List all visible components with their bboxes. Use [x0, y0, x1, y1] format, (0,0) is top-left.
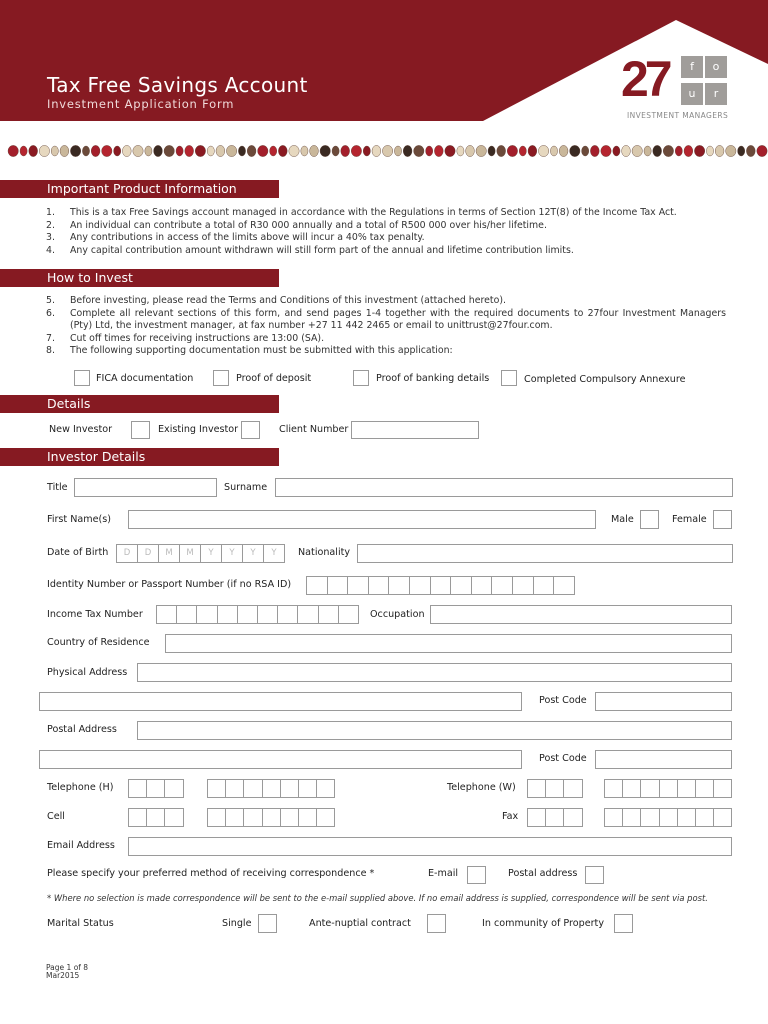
char-cell[interactable] — [258, 606, 278, 623]
telephone-work-label: Telephone (W) — [447, 782, 516, 793]
bead — [590, 145, 599, 156]
bead — [185, 145, 194, 156]
new-investor-label: New Investor — [49, 424, 113, 435]
product-info-list — [46, 207, 726, 257]
postal-address-label: Postal Address — [47, 724, 117, 735]
dob-label: Date of Birth — [47, 547, 109, 558]
fica-label: FICA documentation — [96, 373, 194, 384]
char-cell[interactable] — [431, 577, 452, 594]
list-item — [46, 232, 726, 245]
list-item — [46, 333, 726, 346]
bead — [133, 145, 143, 156]
char-cell[interactable] — [319, 606, 339, 623]
char-cell[interactable] — [244, 809, 262, 826]
list-item — [46, 345, 726, 358]
bead — [20, 146, 27, 156]
bead — [394, 146, 401, 156]
cell-label: Cell — [47, 811, 65, 822]
logo-letter-r: r — [705, 83, 727, 105]
item-number: 8. — [46, 345, 55, 357]
item-text: This is a tax Free Savings account managed in accordance with the Regulations in terms of Section 12T(8) of the Income Tax Act. — [70, 207, 677, 218]
income-tax-field[interactable] — [156, 605, 359, 624]
bead — [653, 145, 662, 156]
bead — [91, 145, 100, 156]
cell-number[interactable] — [207, 808, 335, 827]
bead — [550, 146, 557, 156]
country-label: Country of Residence — [47, 637, 150, 648]
bead — [403, 145, 412, 156]
female-label: Female — [672, 514, 707, 525]
char-cell[interactable] — [410, 577, 431, 594]
char-cell[interactable] — [534, 577, 555, 594]
logo-letter-f: f — [681, 56, 703, 78]
char-cell[interactable] — [263, 809, 281, 826]
char-cell[interactable] — [605, 780, 623, 797]
bead — [538, 145, 548, 156]
dob-cell[interactable]: M — [180, 545, 201, 562]
bead — [497, 145, 506, 156]
existing-investor-label: Existing Investor — [158, 424, 239, 435]
char-cell[interactable] — [348, 577, 369, 594]
bead — [102, 145, 112, 156]
bead — [684, 145, 693, 156]
bead — [644, 146, 651, 156]
char-cell[interactable] — [177, 606, 197, 623]
email-field[interactable] — [128, 837, 732, 856]
correspondence-label: Please specify your preferred method of receiving correspondence * — [47, 868, 375, 879]
male-checkbox[interactable] — [640, 510, 659, 529]
email-label: Email Address — [47, 840, 115, 851]
char-cell[interactable] — [157, 606, 177, 623]
bead — [176, 146, 183, 156]
char-cell[interactable] — [641, 809, 659, 826]
bead — [114, 146, 121, 156]
char-cell[interactable] — [298, 606, 318, 623]
telephone-home-code[interactable] — [128, 779, 184, 798]
telephone-work-code[interactable] — [527, 779, 583, 798]
income-tax-label: Income Tax Number — [47, 609, 143, 620]
surname-label: Surname — [224, 482, 268, 493]
bead — [270, 146, 277, 156]
char-cell[interactable] — [641, 780, 659, 797]
bead — [238, 146, 245, 156]
physical-address-line1[interactable] — [137, 663, 732, 682]
bead — [39, 145, 49, 156]
bead — [363, 146, 370, 156]
bead — [613, 146, 620, 156]
bead — [507, 145, 517, 156]
char-cell[interactable] — [369, 577, 390, 594]
bead — [663, 145, 673, 156]
bead — [278, 145, 287, 156]
bead — [82, 146, 89, 156]
bead — [207, 146, 214, 156]
bead — [601, 145, 611, 156]
char-cell[interactable] — [226, 809, 244, 826]
bead — [706, 146, 713, 156]
char-cell[interactable] — [472, 577, 493, 594]
physical-address-line2[interactable] — [39, 692, 522, 711]
telephone-work-number[interactable] — [604, 779, 732, 798]
female-checkbox[interactable] — [713, 510, 732, 529]
page-subtitle: Investment Application Form — [47, 97, 235, 111]
how-to-invest-list — [46, 295, 726, 358]
nationality-label: Nationality — [298, 547, 351, 558]
proof-of-deposit-label: Proof of deposit — [236, 373, 312, 384]
surname-field[interactable] — [275, 478, 733, 497]
char-cell[interactable] — [299, 780, 317, 797]
logo-letter-o: o — [705, 56, 727, 78]
bead — [70, 145, 80, 156]
item-text: An individual can contribute a total of R30 000 annually and a total of R500 000 over his/her lifetime. — [70, 219, 547, 231]
bead — [8, 145, 18, 156]
list-item — [46, 295, 726, 308]
title-field[interactable] — [74, 478, 217, 497]
compulsory-annexure-label: Completed Compulsory Annexure — [524, 374, 686, 385]
bead — [372, 145, 381, 156]
postal-address-line1[interactable] — [137, 721, 732, 740]
antenuptial-checkbox[interactable] — [427, 914, 446, 933]
occupation-field[interactable] — [430, 605, 732, 624]
logo-letter-u: u — [681, 83, 703, 105]
item-number: 7. — [46, 332, 55, 344]
bead — [632, 145, 642, 156]
bead — [258, 145, 268, 156]
section-product-info: Important Product Information — [0, 180, 279, 198]
physical-post-code-field[interactable] — [595, 692, 732, 711]
bead — [570, 145, 580, 156]
first-names-label: First Name(s) — [47, 514, 112, 525]
decorative-bead-strip — [0, 143, 768, 159]
char-cell[interactable] — [129, 780, 147, 797]
bead — [341, 145, 350, 156]
client-number-field[interactable] — [351, 421, 479, 439]
fica-checkbox[interactable] — [74, 370, 90, 386]
bead — [715, 145, 724, 156]
char-cell[interactable] — [528, 809, 546, 826]
char-cell[interactable] — [147, 809, 165, 826]
bead — [746, 145, 755, 156]
list-item — [46, 308, 726, 333]
new-investor-checkbox[interactable] — [131, 421, 150, 439]
male-label: Male — [611, 514, 634, 525]
char-cell[interactable] — [147, 780, 165, 797]
char-cell[interactable] — [307, 577, 328, 594]
bead — [289, 145, 299, 156]
list-item — [46, 207, 726, 220]
item-number: 1. — [46, 207, 55, 218]
char-cell[interactable] — [208, 809, 226, 826]
char-cell[interactable] — [197, 606, 217, 623]
char-cell[interactable] — [678, 809, 696, 826]
logo-number: 27 — [621, 51, 669, 107]
bead — [457, 146, 464, 156]
char-cell[interactable] — [678, 780, 696, 797]
item-number: 4. — [46, 244, 55, 256]
char-cell[interactable] — [714, 780, 732, 797]
single-label: Single — [222, 918, 252, 929]
char-cell[interactable] — [263, 780, 281, 797]
bead — [195, 145, 205, 156]
dob-cell[interactable]: Y — [222, 545, 243, 562]
char-cell[interactable] — [492, 577, 513, 594]
single-checkbox[interactable] — [258, 914, 277, 933]
proof-of-banking-label: Proof of banking details — [376, 373, 490, 384]
char-cell[interactable] — [564, 780, 582, 797]
community-of-property-label: In community of Property — [482, 918, 605, 929]
dob-cell[interactable]: D — [138, 545, 159, 562]
bead — [757, 145, 767, 156]
char-cell[interactable] — [317, 809, 335, 826]
char-cell[interactable] — [451, 577, 472, 594]
bead — [351, 145, 361, 156]
logo-tagline: INVESTMENT MANAGERS — [627, 111, 729, 120]
char-cell[interactable] — [129, 809, 147, 826]
postal-post-code-label: Post Code — [539, 753, 587, 764]
item-number: 2. — [46, 219, 55, 231]
item-text: Complete all relevant sections of this form, and send pages 1-4 together with the required documents to 27four Investment Managers (Pty) Ltd, the investment manager, at fax number +27 11 442 2465 or email to unittrust@27four.com. — [70, 307, 726, 332]
char-cell[interactable] — [317, 780, 335, 797]
char-cell[interactable] — [696, 780, 714, 797]
char-cell[interactable] — [714, 809, 732, 826]
postal-address-line2[interactable] — [39, 750, 522, 769]
bead — [519, 146, 526, 156]
item-number: 5. — [46, 295, 55, 306]
bead — [414, 145, 424, 156]
proof-of-banking-checkbox[interactable] — [353, 370, 369, 386]
item-text: Cut off times for receiving instructions are 13:00 (SA). — [70, 332, 325, 344]
item-text: Before investing, please read the Terms and Conditions of this investment (attached hereto). — [70, 295, 506, 306]
page-title: Tax Free Savings Account — [47, 73, 308, 97]
physical-post-code-label: Post Code — [539, 695, 587, 706]
bead — [559, 145, 568, 156]
char-cell[interactable] — [339, 606, 359, 623]
char-cell[interactable] — [299, 809, 317, 826]
community-of-property-checkbox[interactable] — [614, 914, 633, 933]
occupation-label: Occupation — [370, 609, 425, 620]
telephone-home-label: Telephone (H) — [47, 782, 114, 793]
section-investor-details: Investor Details — [0, 448, 279, 466]
dob-cell[interactable]: Y — [201, 545, 222, 562]
correspondence-email-label: E-mail — [428, 868, 459, 879]
telephone-home-number[interactable] — [207, 779, 335, 798]
bead — [528, 145, 537, 156]
bead — [154, 145, 163, 156]
char-cell[interactable] — [660, 780, 678, 797]
list-item — [46, 220, 726, 233]
char-cell[interactable] — [546, 809, 564, 826]
list-item — [46, 245, 726, 258]
bead — [301, 146, 308, 156]
company-logo — [621, 51, 731, 122]
section-how-to-invest: How to Invest — [0, 269, 279, 287]
bead — [247, 145, 256, 156]
bead — [434, 145, 443, 156]
title-label: Title — [47, 482, 68, 493]
physical-address-label: Physical Address — [47, 667, 128, 678]
char-cell[interactable] — [281, 780, 299, 797]
char-cell[interactable] — [244, 780, 262, 797]
bead — [426, 146, 433, 156]
bead — [445, 145, 455, 156]
bead — [29, 145, 38, 156]
existing-investor-checkbox[interactable] — [241, 421, 260, 439]
correspondence-email-checkbox[interactable] — [467, 866, 486, 884]
dob-cell[interactable]: M — [159, 545, 180, 562]
char-cell[interactable] — [554, 577, 575, 594]
first-names-field[interactable] — [128, 510, 596, 529]
bead — [60, 145, 69, 156]
bead — [466, 145, 475, 156]
fax-number[interactable] — [604, 808, 732, 827]
char-cell[interactable] — [528, 780, 546, 797]
antenuptial-label: Ante-nuptial contract — [309, 918, 411, 929]
char-cell[interactable] — [165, 809, 183, 826]
char-cell[interactable] — [238, 606, 258, 623]
form-date: Mar2015 — [46, 971, 80, 980]
bead — [694, 145, 704, 156]
nationality-field[interactable] — [357, 544, 733, 563]
item-number: 6. — [46, 307, 55, 319]
char-cell[interactable] — [165, 780, 183, 797]
dob-cell[interactable]: Y — [243, 545, 264, 562]
char-cell[interactable] — [281, 809, 299, 826]
item-text: The following supporting documentation must be submitted with this application: — [70, 345, 453, 357]
char-cell[interactable] — [278, 606, 298, 623]
page-number: Page 1 of 8 — [46, 963, 89, 972]
bead — [488, 146, 495, 156]
bead — [216, 145, 225, 156]
fax-code[interactable] — [527, 808, 583, 827]
bead — [622, 145, 631, 156]
char-cell[interactable] — [389, 577, 410, 594]
bead — [675, 146, 682, 156]
char-cell[interactable] — [660, 809, 678, 826]
bead — [476, 145, 486, 156]
postal-post-code-field[interactable] — [595, 750, 732, 769]
country-field[interactable] — [165, 634, 732, 653]
bead — [320, 145, 330, 156]
correspondence-note: * Where no selection is made correspondence will be sent to the e-mail supplied above. If no email address is supplied, correspondence will be sent via post. — [47, 893, 708, 903]
char-cell[interactable] — [696, 809, 714, 826]
fax-label: Fax — [502, 811, 519, 822]
cell-code[interactable] — [128, 808, 184, 827]
bead — [332, 146, 339, 156]
id-number-field[interactable] — [306, 576, 575, 595]
item-text: Any capital contribution amount withdrawn will still form part of the annual and lifetime contribution limits. — [70, 244, 574, 256]
char-cell[interactable] — [623, 780, 641, 797]
compulsory-annexure-checkbox[interactable] — [501, 370, 517, 386]
bead — [51, 146, 58, 156]
char-cell[interactable] — [564, 809, 582, 826]
bead — [382, 145, 392, 156]
section-details: Details — [0, 395, 279, 413]
dob-field[interactable] — [116, 544, 285, 563]
bead — [164, 145, 174, 156]
item-text: Any contributions in access of the limits above will incur a 40% tax penalty. — [70, 232, 425, 244]
char-cell[interactable] — [605, 809, 623, 826]
bead — [226, 145, 236, 156]
proof-of-deposit-checkbox[interactable] — [213, 370, 229, 386]
marital-status-label: Marital Status — [47, 918, 114, 929]
bead — [738, 146, 745, 156]
bead — [310, 145, 319, 156]
char-cell[interactable] — [218, 606, 238, 623]
char-cell[interactable] — [226, 780, 244, 797]
correspondence-postal-checkbox[interactable] — [585, 866, 604, 884]
bead — [122, 145, 131, 156]
bead — [726, 145, 736, 156]
char-cell[interactable] — [623, 809, 641, 826]
bead — [582, 146, 589, 156]
client-number-label: Client Number — [279, 424, 349, 435]
dob-cell[interactable]: Y — [264, 545, 285, 562]
item-number: 3. — [46, 232, 55, 244]
char-cell[interactable] — [513, 577, 534, 594]
char-cell[interactable] — [328, 577, 349, 594]
char-cell[interactable] — [546, 780, 564, 797]
dob-cell[interactable]: D — [117, 545, 138, 562]
correspondence-postal-label: Postal address — [508, 868, 578, 879]
id-number-label: Identity Number or Passport Number (if no RSA ID) — [47, 579, 292, 590]
char-cell[interactable] — [208, 780, 226, 797]
bead — [145, 146, 152, 156]
